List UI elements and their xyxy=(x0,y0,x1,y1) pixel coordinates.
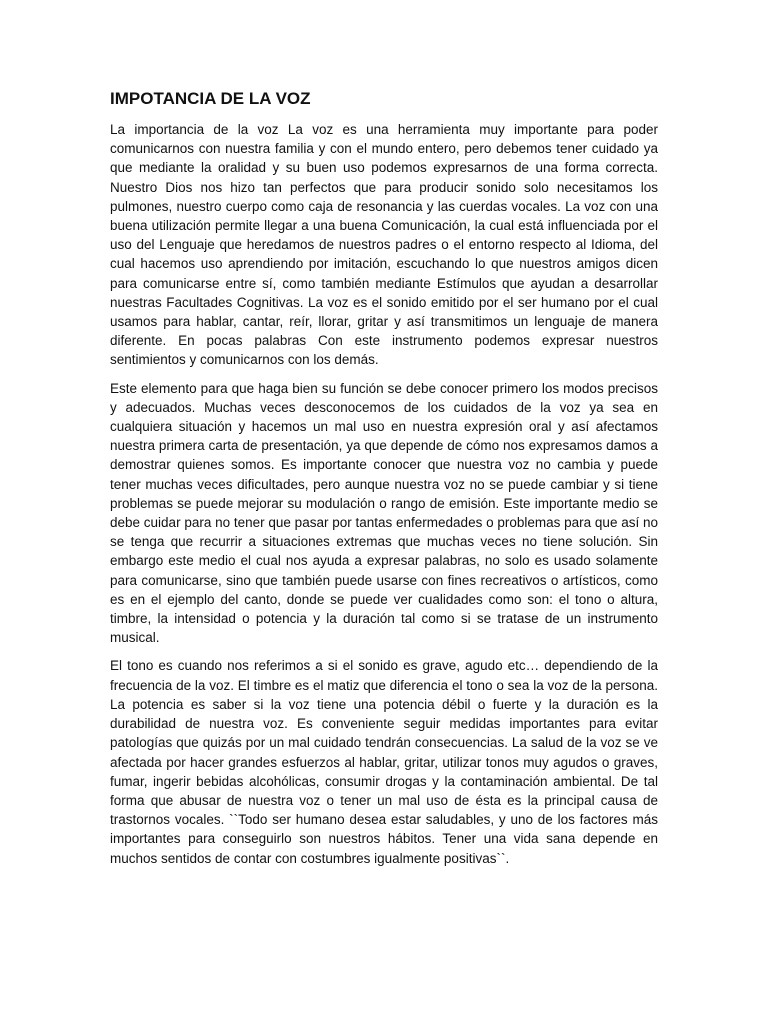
paragraph-1: La importancia de la voz La voz es una herramienta muy importante para poder comunicarnos con nuestra familia y con el mundo entero, pero debemos tener cuidado ya que mediante la oralidad y su buen uso podemos expresarnos de una forma correcta. Nuestro Dios nos hizo tan perfectos que para producir sonido solo necesitamos los pulmones, nuestro cuerpo como caja de resonancia y las cuerdas vocales. La voz con una buena utilización permite llegar a una buena Comunicación, la cual está influenciada por el uso del Lenguaje que heredamos de nuestros padres o el entorno respecto al Idioma, del cual hacemos uso aprendiendo por imitación, escuchando lo que nuestros amigos dicen para comunicarse entre sí, como también mediante Estímulos que ayudan a desarrollar nuestras Facultades Cognitivas. La voz es el sonido emitido por el ser humano por el cual usamos para hablar, cantar, reír, llorar, gritar y así transmitimos un lenguaje de manera diferente. En pocas palabras Con este instrumento podemos expresar nuestros sentimientos y comunicarnos con los demás. xyxy=(110,122,658,368)
paragraph-2: Este elemento para que haga bien su función se debe conocer primero los modos precisos y adecuados. Muchas veces desconocemos de los cuidados de la voz ya sea en cualquiera situación y hacemos un mal uso en nuestra expresión oral y así afectamos nuestra primera carta de presentación, ya que depende de cómo nos expresamos damos a demostrar quienes somos. Es importante conocer que nuestra voz no cambia y puede tener muchas veces dificultades, pero aunque nuestra voz no se puede cambiar y si tiene problemas se puede mejorar su modulación o rango de emisión. Este importante medio se debe cuidar para no tener que pasar por tantas enfermedades o problemas para que así no se tenga que recurrir a situaciones extremas que muchas veces no tiene solución. Sin embargo este medio el cual nos ayuda a expresar palabras, no solo es usado solamente para comunicarse, sino que también puede usarse con fines recreativos o artísticos, como es en el ejemplo del canto, donde se puede ver cualidades como son: el tono o altura, timbre, la intensidad o potencia y la duración tal como si se tratase de un instrumento musical. xyxy=(110,380,658,646)
document-title: IMPOTANCIA DE LA VOZ xyxy=(110,89,311,108)
document-page xyxy=(110,88,658,877)
paragraph-3: El tono es cuando nos referimos a si el sonido es grave, agudo etc… dependiendo de la frecuencia de la voz. El timbre es el matiz que diferencia el tono o sea la voz de la persona. La potencia es saber si la voz tiene una potencia débil o fuerte y la duración es la durabilidad de nuestra voz. Es conveniente seguir medidas importantes para evitar patologías que quizás por un mal cuidado tendrán consecuencias. La salud de la voz se ve afectada por hacer grandes esfuerzos al hablar, gritar, utilizar tonos muy agudos o graves, fumar, ingerir bebidas alcohólicas, consumir drogas y la contaminación ambiental. De tal forma que abusar de nuestra voz o tener un mal uso de ésta es la principal causa de trastornos vocales. ``Todo ser humano desea estar saludables, y uno de los factores más importantes para conseguirlo son nuestros hábitos. Tener una vida sana depende en muchos sentidos de contar con costumbres igualmente positivas``. xyxy=(110,658,658,866)
